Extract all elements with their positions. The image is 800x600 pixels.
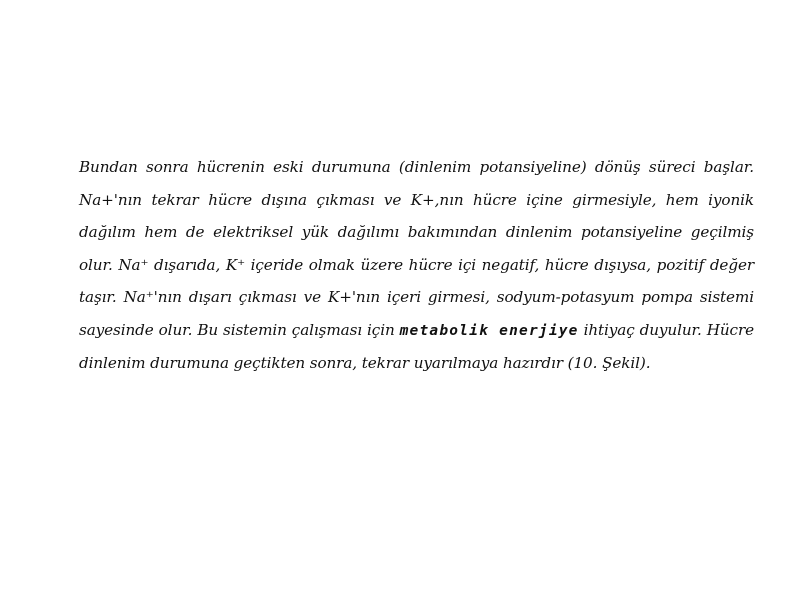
paragraph-text-end: ihtiyaç duyulur. Hücre dinlenim durumuna geçtikten sonra, tekrar uyarılmaya hazırdır (10. Şekil).	[79, 320, 754, 372]
body-paragraph	[79, 151, 754, 380]
emphasis-metabolic-energy: metabolik enerjiye	[399, 322, 579, 339]
paragraph-text-start: Bundan sonra hücrenin eski durumuna (dinlenim potansiyeline) dönüş süreci başlar. Na+'nın tekrar hücre dışına çıkması ve K+,nın hücre içine girmesiyle, hem iyonik dağılım hem de elektriksel yük dağılımı bakımından dinlenim potansiyeline geçilmiş olur. Na⁺ dışarıda, K⁺ içeride olmak üzere hücre içi negatif, hücre dışıysa, pozitif değer taşır. Na⁺'nın dışarı çıkması ve K+'nın içeri girmesi, sodyum-potasyum pompa sistemi sayesinde olur. Bu sistemin çalışması için	[79, 158, 754, 339]
